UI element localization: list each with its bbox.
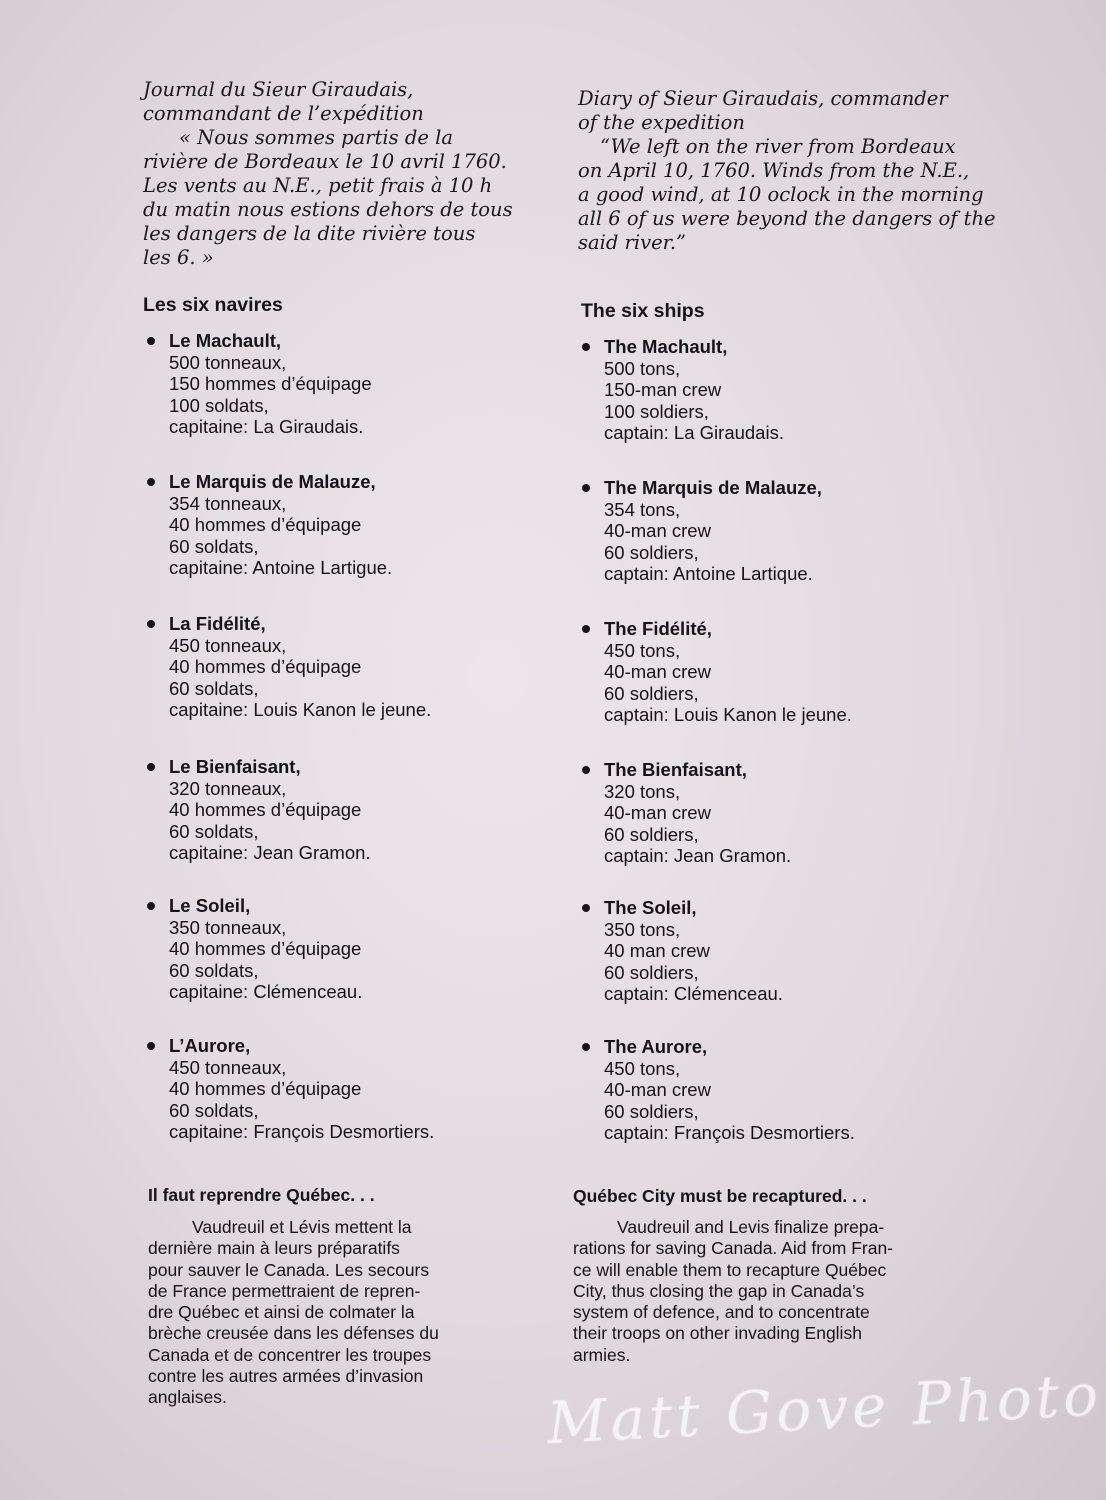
ship-captain: captain: Jean Gramon. [604, 845, 792, 866]
ship-captain: capitaine: Jean Gramon. [169, 842, 371, 863]
ship-soldiers: 60 soldats, [169, 677, 259, 699]
ship-captain: capitaine: Clémenceau. [169, 981, 363, 1002]
paragraph-line: contre les autres armées d’invasion [148, 1366, 424, 1387]
ship-tonnage: 320 tons, [604, 780, 681, 802]
journal-quote-line: on April 10, 1760. Winds from the N.E., [578, 159, 970, 182]
ship-entry-fr [143, 330, 372, 438]
ship-entry-en [578, 1036, 855, 1144]
ship-soldiers: 60 soldiers, [604, 541, 699, 563]
bullet-icon [582, 1043, 590, 1051]
ship-entry-fr [143, 613, 431, 721]
ship-captain: captain: Louis Kanon le jeune. [604, 704, 852, 725]
ship-soldiers: 60 soldats, [169, 535, 259, 557]
ship-tonnage: 320 tonneaux, [169, 777, 287, 799]
ship-soldiers: 60 soldats, [169, 959, 259, 981]
paragraph-line: rations for saving Canada. Aid from Fran- [573, 1238, 894, 1259]
ship-tonnage: 350 tons, [604, 918, 681, 940]
ship-soldiers: 100 soldats, [169, 394, 269, 416]
journal-quote-line: « Nous sommes partis de la [179, 126, 453, 149]
ship-crew: 40 hommes d’équipage [169, 1078, 362, 1099]
paragraph-line: Canada et de concentrer les troupes [148, 1344, 432, 1365]
ship-captain: captain: François Desmortiers. [604, 1122, 855, 1143]
journal-heading-line: commandant de l’expédition [143, 102, 424, 125]
bullet-icon [582, 625, 590, 633]
ship-entry-fr [143, 1035, 434, 1143]
ship-captain: captain: Clémenceau. [604, 983, 783, 1004]
ship-name: Le Bienfaisant, [169, 756, 301, 777]
ship-entry-fr [143, 471, 392, 579]
ship-name: La Fidélité, [169, 613, 266, 634]
journal-heading-line: Journal du Sieur Giraudais, [143, 78, 414, 101]
journal-quote-line: all 6 of us were beyond the dangers of the [578, 207, 996, 230]
ship-soldiers: 60 soldats, [169, 1099, 259, 1121]
ship-captain: captain: Antoine Lartique. [604, 563, 813, 584]
paragraph-line: pour sauver le Canada. Les secours [148, 1259, 430, 1280]
bullet-icon [582, 484, 590, 492]
ship-name: The Marquis de Malauze, [604, 477, 822, 498]
journal-quote-line: les dangers de la dite rivière tous [143, 222, 476, 245]
ship-tonnage: 500 tonneaux, [169, 351, 287, 373]
paragraph-line: City, thus closing the gap in Canada’s [573, 1280, 865, 1301]
paragraph-line: brèche creusée dans les défenses du [148, 1323, 439, 1344]
ship-name: Le Marquis de Malauze, [169, 471, 376, 492]
ship-entry-fr [143, 756, 371, 864]
ship-entry-en [578, 759, 791, 867]
journal-quote-line: les 6. » [143, 246, 214, 269]
ship-crew: 150-man crew [604, 379, 722, 400]
journal-heading-line: of the expedition [578, 111, 745, 134]
paragraph-line: Vaudreuil et Lévis mettent la [192, 1217, 412, 1237]
ship-crew: 40-man crew [604, 1079, 711, 1100]
ship-name: The Soleil, [604, 897, 697, 918]
ship-crew: 40 hommes d’équipage [169, 514, 362, 535]
ship-entry-en [578, 897, 783, 1005]
ship-soldiers: 60 soldats, [169, 820, 259, 842]
paragraph-line: ce will enable them to recapture Québec [573, 1259, 887, 1280]
ship-name: The Fidélité, [604, 618, 712, 639]
ship-entry-en [578, 477, 822, 585]
ship-entry-en [578, 618, 852, 726]
ship-crew: 40-man crew [604, 802, 711, 823]
ship-soldiers: 60 soldiers, [604, 1100, 699, 1122]
closing-title-en: Québec City must be recaptured. . . [573, 1186, 867, 1206]
ship-crew: 40 hommes d’équipage [169, 656, 362, 677]
bullet-icon [147, 763, 155, 771]
journal-quote-line: said river.” [578, 231, 687, 254]
bullet-icon [147, 337, 155, 345]
ships-title-fr: Les six navires [143, 294, 283, 316]
ship-soldiers: 60 soldiers, [604, 682, 699, 704]
ships-title-en: The six ships [581, 300, 705, 322]
ship-soldiers: 100 soldiers, [604, 400, 709, 422]
bullet-icon [147, 620, 155, 628]
paragraph-line: anglaises. [148, 1387, 227, 1408]
paragraph-line: de France permettraient de repren- [148, 1280, 421, 1301]
journal-quote-line: rivière de Bordeaux le 10 avril 1760. [143, 150, 507, 173]
journal-heading-line: Diary of Sieur Giraudais, commander [578, 87, 948, 110]
ship-crew: 150 hommes d’équipage [169, 373, 372, 394]
photographer-watermark: Matt Gove Photo [545, 1360, 1104, 1458]
closing-paragraph-fr [148, 1217, 439, 1409]
ship-crew: 40-man crew [604, 520, 711, 541]
bullet-icon [582, 343, 590, 351]
ship-tonnage: 450 tons, [604, 639, 681, 661]
journal-excerpt-fr [143, 78, 513, 270]
paragraph-line: dernière main à leurs préparatifs [148, 1238, 400, 1259]
ship-crew: 40 man crew [604, 940, 710, 961]
ship-captain: capitaine: La Giraudais. [169, 416, 364, 437]
ship-captain: capitaine: François Desmortiers. [169, 1121, 435, 1142]
journal-quote-line: Les vents au N.E., petit frais à 10 h [143, 174, 493, 197]
ship-tonnage: 450 tonneaux, [169, 1056, 287, 1078]
bullet-icon [582, 766, 590, 774]
journal-quote-line: a good wind, at 10 oclock in the morning [578, 183, 984, 206]
bullet-icon [582, 904, 590, 912]
ship-crew: 40 hommes d’équipage [169, 938, 362, 959]
ship-tonnage: 450 tonneaux, [169, 634, 287, 656]
ship-crew: 40-man crew [604, 661, 711, 682]
paragraph-line: dre Québec et ainsi de colmater la [148, 1302, 415, 1323]
ship-name: L’Aurore, [169, 1035, 251, 1056]
ship-entry-en [578, 336, 784, 444]
journal-excerpt-en [578, 87, 996, 255]
ship-crew: 40 hommes d’équipage [169, 799, 362, 820]
ship-soldiers: 60 soldiers, [604, 823, 699, 845]
ship-name: Le Soleil, [169, 895, 251, 916]
ship-tonnage: 354 tonneaux, [169, 492, 287, 514]
ship-captain: capitaine: Louis Kanon le jeune. [169, 699, 432, 720]
ship-captain: captain: La Giraudais. [604, 422, 784, 443]
ship-tonnage: 350 tonneaux, [169, 916, 287, 938]
ship-name: The Aurore, [604, 1036, 708, 1057]
ship-tonnage: 354 tons, [604, 498, 681, 520]
paragraph-line: system of defence, and to concentrate [573, 1302, 870, 1323]
bullet-icon [147, 1042, 155, 1050]
ship-entry-fr [143, 895, 362, 1003]
closing-paragraph-en [573, 1217, 893, 1366]
journal-quote-line: du matin nous estions dehors de tous [143, 198, 513, 221]
paragraph-line: their troops on other invading English [573, 1323, 862, 1344]
ship-tonnage: 450 tons, [604, 1057, 681, 1079]
ship-captain: capitaine: Antoine Lartigue. [169, 557, 393, 578]
paragraph-line: armies. [573, 1344, 631, 1365]
closing-title-fr: Il faut reprendre Québec. . . [148, 1185, 375, 1205]
ship-name: Le Machault, [169, 330, 282, 351]
journal-quote-line: “We left on the river from Bordeaux [600, 135, 956, 158]
ship-tonnage: 500 tons, [604, 357, 681, 379]
ship-soldiers: 60 soldiers, [604, 961, 699, 983]
bullet-icon [147, 478, 155, 486]
paragraph-line: Vaudreuil and Levis finalize prepa- [617, 1217, 885, 1237]
ship-name: The Machault, [604, 336, 728, 357]
bullet-icon [147, 902, 155, 910]
ship-name: The Bienfaisant, [604, 759, 747, 780]
